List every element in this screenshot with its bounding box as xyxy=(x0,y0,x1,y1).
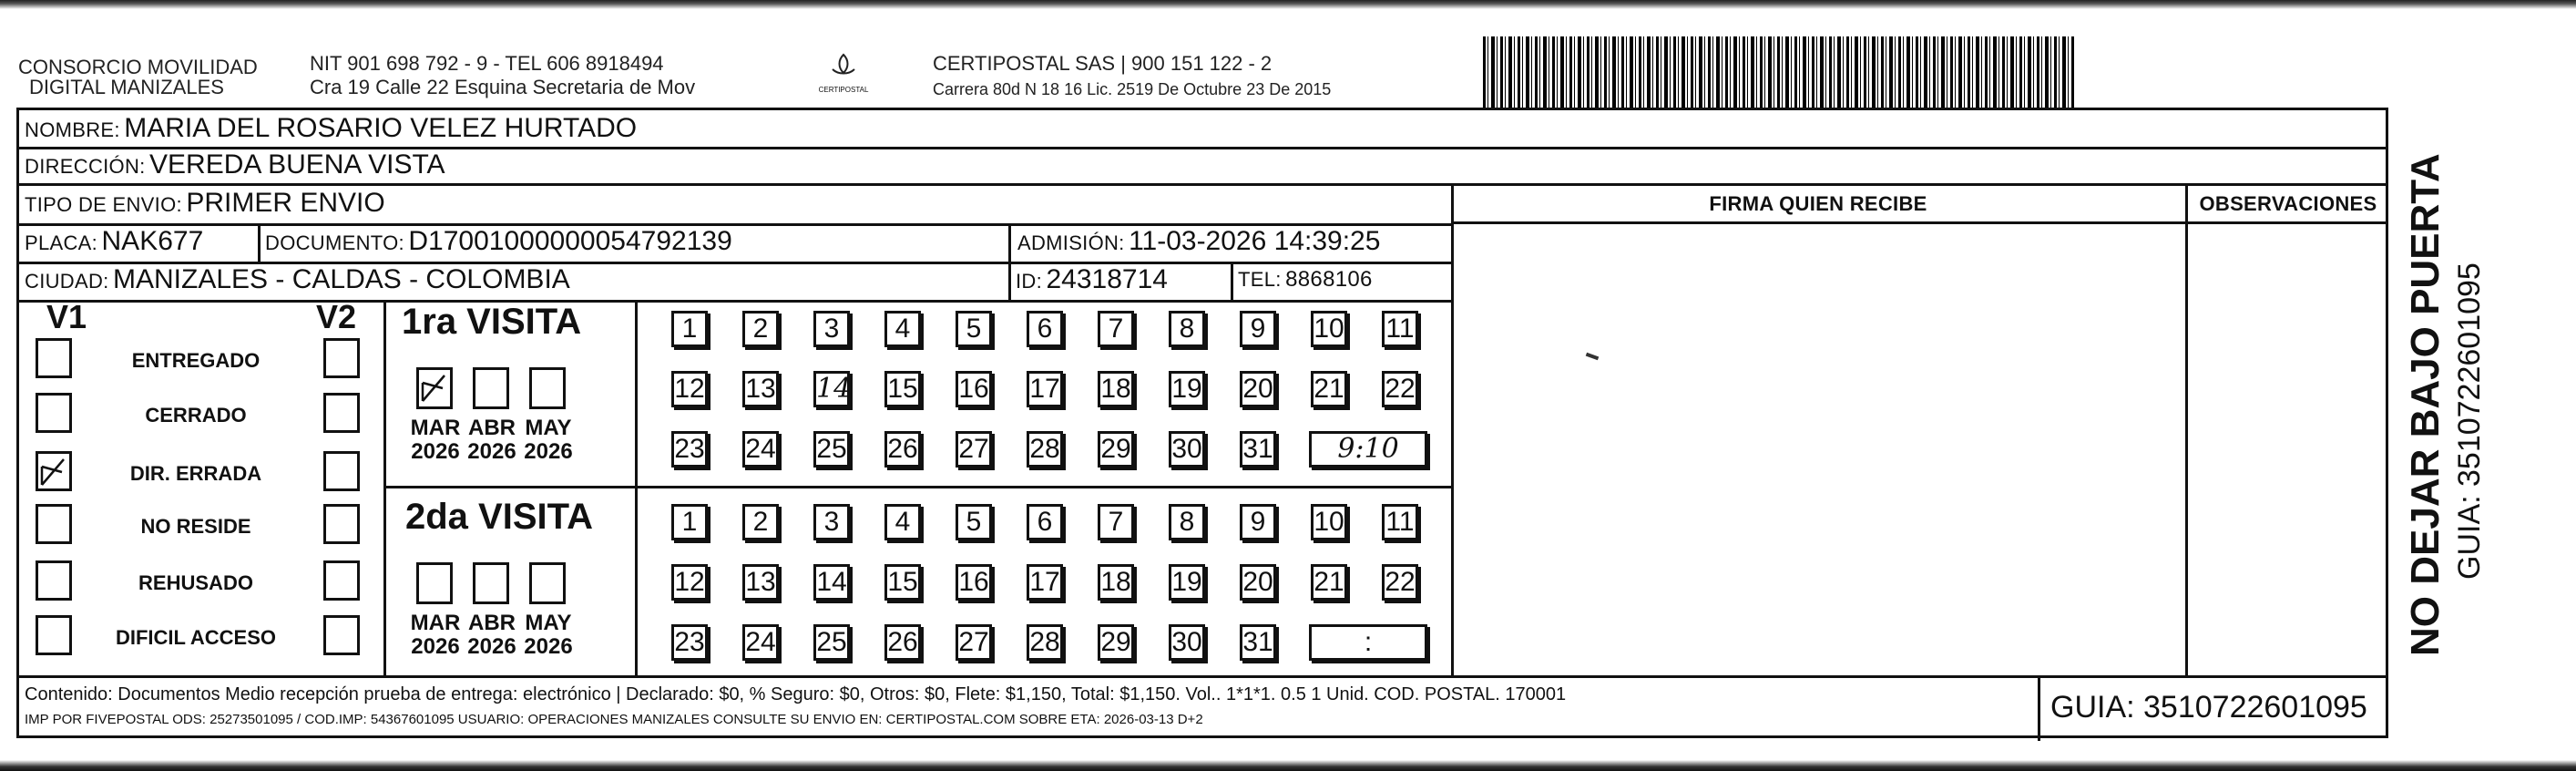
v1-checkbox[interactable] xyxy=(36,338,72,378)
tel-value: 8868106 xyxy=(1285,267,1373,292)
scan-bottom-edge xyxy=(0,760,2576,771)
first-month-checkbox[interactable] xyxy=(529,367,566,409)
v1-checkbox[interactable] xyxy=(36,451,72,491)
admision-field xyxy=(1017,225,1380,262)
first-day-5[interactable]: 5 xyxy=(956,311,992,347)
second-day-24[interactable]: 24 xyxy=(742,624,779,661)
second-day-30[interactable]: 30 xyxy=(1169,624,1205,661)
first-month-year: 2026 xyxy=(524,439,573,464)
row-divider xyxy=(1451,221,2387,224)
reason-label: DIFICIL ACCESO xyxy=(115,626,276,649)
second-day-7[interactable]: 7 xyxy=(1098,504,1134,540)
second-day-19[interactable]: 19 xyxy=(1169,564,1205,601)
company-address: Cra 19 Calle 22 Esquina Secretaria de Mov xyxy=(310,76,696,98)
v2-header: V2 xyxy=(316,298,357,335)
scan-top-edge xyxy=(0,0,2576,9)
id-label: ID: xyxy=(1016,270,1043,293)
first-day-4[interactable]: 4 xyxy=(884,311,921,347)
first-day-29[interactable]: 29 xyxy=(1098,431,1134,468)
first-day-6[interactable]: 6 xyxy=(1027,311,1063,347)
first-month-label: MAY xyxy=(525,416,572,440)
col-divider xyxy=(2038,677,2040,741)
first-day-18[interactable]: 18 xyxy=(1098,371,1134,407)
col-divider xyxy=(383,300,386,675)
first-day-2[interactable]: 2 xyxy=(742,311,779,347)
footer-imp-line: IMP POR FIVEPOSTAL ODS: 25273501095 / COD.IMP: 54367601095 USUARIO: OPERACIONES MANIZALES CONSULTE SU ENVIO EN: CERTIPOSTAL.COM SOBRE ETA: 2026-03-13 D+2 xyxy=(25,712,1203,727)
row-divider xyxy=(383,486,1451,488)
second-day-5[interactable]: 5 xyxy=(956,504,992,540)
second-month-checkbox[interactable] xyxy=(529,562,566,604)
second-day-13[interactable]: 13 xyxy=(742,564,779,601)
first-day-20[interactable]: 20 xyxy=(1240,371,1276,407)
v1-checkbox[interactable] xyxy=(36,560,72,601)
second-day-6[interactable]: 6 xyxy=(1027,504,1063,540)
second-day-2[interactable]: 2 xyxy=(742,504,779,540)
courier-address: Carrera 80d N 18 16 Lic. 2519 De Octubre 23 De 2015 xyxy=(933,80,1332,98)
second-day-28[interactable]: 28 xyxy=(1027,624,1063,661)
v2-checkbox[interactable] xyxy=(323,560,360,601)
documento-field xyxy=(265,225,732,262)
v2-checkbox[interactable] xyxy=(323,504,360,544)
documento-value: D17001000000054792139 xyxy=(408,226,732,256)
first-month-checkbox[interactable] xyxy=(473,367,509,409)
first-day-26[interactable]: 26 xyxy=(884,431,921,468)
first-day-28[interactable]: 28 xyxy=(1027,431,1063,468)
second-day-9[interactable]: 9 xyxy=(1240,504,1276,540)
placa-value: NAK677 xyxy=(101,226,204,256)
second-day-3[interactable]: 3 xyxy=(813,504,850,540)
id-field xyxy=(1016,263,1168,301)
barcode xyxy=(1483,36,2075,108)
reason-label: CERRADO xyxy=(145,404,247,427)
footer-contenido: Contenido: Documentos Medio recepción prueba de entrega: electrónico | Declarado: $0, % Seguro: $0, Otros: $0, Flete: $1,150, Total: $1,150. Vol.. 1*1*1. 0.5 1 Unid. COD. POSTAL. 170001 xyxy=(25,684,1567,704)
first-day-21[interactable]: 21 xyxy=(1311,371,1347,407)
first-day-11[interactable]: 11 xyxy=(1382,311,1418,347)
first-day-19[interactable]: 19 xyxy=(1169,371,1205,407)
second-month-year: 2026 xyxy=(524,634,573,659)
footer-guia: GUIA: 3510722601095 xyxy=(2050,690,2367,725)
signature-mark xyxy=(1586,353,1600,361)
second-day-1[interactable]: 1 xyxy=(671,504,708,540)
second-day-27[interactable]: 27 xyxy=(956,624,992,661)
side-warning: NO DEJAR BAJO PUERTA xyxy=(2403,153,2448,656)
first-day-12[interactable]: 12 xyxy=(671,371,708,407)
first-time-box[interactable]: 9:10 xyxy=(1309,431,1427,468)
col-divider xyxy=(2185,185,2188,675)
nombre-label: NOMBRE: xyxy=(25,118,120,141)
first-day-9[interactable]: 9 xyxy=(1240,311,1276,347)
v2-checkbox[interactable] xyxy=(323,451,360,491)
first-month-year: 2026 xyxy=(467,439,516,464)
company-name-line2: DIGITAL MANIZALES xyxy=(29,76,224,98)
first-day-24[interactable]: 24 xyxy=(742,431,779,468)
ciudad-label: CIUDAD: xyxy=(25,270,109,293)
second-day-21[interactable]: 21 xyxy=(1311,564,1347,601)
second-day-17[interactable]: 17 xyxy=(1027,564,1063,601)
delivery-form xyxy=(16,108,2388,738)
first-month-label: MAR xyxy=(410,416,461,440)
first-day-25[interactable]: 25 xyxy=(813,431,850,468)
second-time-box[interactable]: : xyxy=(1309,624,1427,661)
v1-header: V1 xyxy=(46,298,87,335)
first-day-1[interactable]: 1 xyxy=(671,311,708,347)
first-day-31[interactable]: 31 xyxy=(1240,431,1276,468)
second-day-18[interactable]: 18 xyxy=(1098,564,1134,601)
second-day-11[interactable]: 11 xyxy=(1382,504,1418,540)
row-divider xyxy=(19,675,2387,678)
col-divider xyxy=(1231,262,1233,300)
second-day-15[interactable]: 15 xyxy=(884,564,921,601)
courier-name: CERTIPOSTAL SAS | 900 151 122 - 2 xyxy=(933,52,1273,75)
second-day-31[interactable]: 31 xyxy=(1240,624,1276,661)
reason-label: NO RESIDE xyxy=(140,515,251,538)
second-day-23[interactable]: 23 xyxy=(671,624,708,661)
observaciones-header: OBSERVACIONES xyxy=(2199,192,2377,215)
v1-checkbox[interactable] xyxy=(36,615,72,655)
ciudad-field xyxy=(25,263,570,301)
direccion-value: VEREDA BUENA VISTA xyxy=(149,149,445,180)
v1-checkbox[interactable] xyxy=(36,393,72,433)
first-day-7[interactable]: 7 xyxy=(1098,311,1134,347)
first-visit-title: 1ra VISITA xyxy=(402,302,582,342)
reason-label: REHUSADO xyxy=(138,571,253,594)
second-day-22[interactable]: 22 xyxy=(1382,564,1418,601)
tel-field xyxy=(1238,263,1373,299)
first-day-16[interactable]: 16 xyxy=(956,371,992,407)
nombre-value: MARIA DEL ROSARIO VELEZ HURTADO xyxy=(124,113,638,143)
col-divider xyxy=(1451,185,1454,675)
v2-checkbox[interactable] xyxy=(323,338,360,378)
second-month-label: MAY xyxy=(525,611,572,635)
second-month-label: ABR xyxy=(468,611,516,635)
first-day-3[interactable]: 3 xyxy=(813,311,850,347)
courier-logo-text: CERTIPOSTAL xyxy=(818,86,869,94)
second-day-12[interactable]: 12 xyxy=(671,564,708,601)
col-divider xyxy=(258,223,261,262)
first-day-13[interactable]: 13 xyxy=(742,371,779,407)
second-day-26[interactable]: 26 xyxy=(884,624,921,661)
tel-label: TEL: xyxy=(1238,268,1282,291)
first-day-14[interactable]: 14 xyxy=(813,371,850,407)
first-day-30[interactable]: 30 xyxy=(1169,431,1205,468)
second-visit-title: 2da VISITA xyxy=(405,497,593,537)
courier-logo-icon xyxy=(811,47,876,102)
col-divider xyxy=(1008,223,1011,300)
second-month-checkbox[interactable] xyxy=(473,562,509,604)
col-divider xyxy=(635,300,638,675)
second-month-year: 2026 xyxy=(411,634,460,659)
second-day-8[interactable]: 8 xyxy=(1169,504,1205,540)
reason-label: DIR. ERRADA xyxy=(129,462,262,485)
company-name-line1: CONSORCIO MOVILIDAD xyxy=(18,56,258,78)
first-day-17[interactable]: 17 xyxy=(1027,371,1063,407)
first-day-23[interactable]: 23 xyxy=(671,431,708,468)
admision-value: 11-03-2026 14:39:25 xyxy=(1129,226,1381,256)
second-day-14[interactable]: 14 xyxy=(813,564,850,601)
second-day-20[interactable]: 20 xyxy=(1240,564,1276,601)
first-day-22[interactable]: 22 xyxy=(1382,371,1418,407)
v1-checkbox[interactable] xyxy=(36,504,72,544)
company-nit: NIT 901 698 792 - 9 - TEL 606 8918494 xyxy=(310,52,664,75)
second-day-4[interactable]: 4 xyxy=(884,504,921,540)
first-month-year: 2026 xyxy=(411,439,460,464)
tipo-envio-value: PRIMER ENVIO xyxy=(186,188,385,218)
first-day-8[interactable]: 8 xyxy=(1169,311,1205,347)
reason-label: ENTREGADO xyxy=(131,349,261,372)
side-guia: GUIA: 3510722601095 xyxy=(2452,262,2487,580)
second-month-label: MAR xyxy=(410,611,461,635)
documento-label: DOCUMENTO: xyxy=(265,231,404,254)
second-month-year: 2026 xyxy=(467,634,516,659)
ciudad-value: MANIZALES - CALDAS - COLOMBIA xyxy=(113,264,570,294)
second-day-16[interactable]: 16 xyxy=(956,564,992,601)
firma-header: FIRMA QUIEN RECIBE xyxy=(1709,192,1927,215)
nombre-field xyxy=(25,112,637,149)
first-day-27[interactable]: 27 xyxy=(956,431,992,468)
second-day-10[interactable]: 10 xyxy=(1311,504,1347,540)
direccion-field xyxy=(25,149,445,186)
placa-field xyxy=(25,225,203,262)
first-month-checkbox[interactable] xyxy=(416,367,453,409)
id-value: 24318714 xyxy=(1046,264,1168,294)
tipo-envio-field xyxy=(25,187,385,224)
direccion-label: DIRECCIÓN: xyxy=(25,155,146,178)
admision-label: ADMISIÓN: xyxy=(1017,231,1125,254)
second-day-25[interactable]: 25 xyxy=(813,624,850,661)
first-month-label: ABR xyxy=(468,416,516,440)
second-month-checkbox[interactable] xyxy=(416,562,453,604)
first-day-10[interactable]: 10 xyxy=(1311,311,1347,347)
second-day-29[interactable]: 29 xyxy=(1098,624,1134,661)
v2-checkbox[interactable] xyxy=(323,393,360,433)
first-day-15[interactable]: 15 xyxy=(884,371,921,407)
v2-checkbox[interactable] xyxy=(323,615,360,655)
placa-label: PLACA: xyxy=(25,231,98,254)
tipo-envio-label: TIPO DE ENVIO: xyxy=(25,193,182,216)
